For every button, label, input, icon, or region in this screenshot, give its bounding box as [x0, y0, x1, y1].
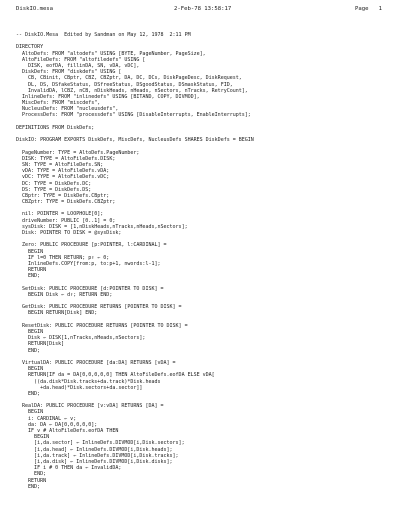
code-line: END;	[16, 483, 41, 490]
code-line: BEGIN Disk ← d↑; RETURN END;	[16, 291, 113, 298]
code-line: ProcessDefs: FROM "processdefs" USING [DisableInterrupts, EnableInterrupts];	[16, 112, 251, 119]
code-line: IF v # AltoFileDefs.eofDA THEN	[16, 428, 119, 434]
code-line: InlineDefs: FROM "inlinedefs" USING [BITAND, COPY, DIVMOD],	[16, 93, 200, 100]
code-line: -- DiskIO.Mesa Edited by Sandman on May 12, 1978 2:11 PM	[16, 32, 191, 38]
code-line: ResetDisk: PUBLIC PROCEDURE RETURNS [POINTER TO DISK] =	[16, 322, 188, 329]
code-line: [i,da.disk] ← InlineDefs.DIVMOD[i,Disk.disks];	[16, 458, 173, 465]
code-line: DISK, eofDA, fillinDA, SN, vDA, vDC],	[16, 62, 140, 69]
code-line: VirtualDA: PUBLIC PROCEDURE [da:DA] RETURNS [vDA] =	[16, 359, 176, 366]
code-line: PageNumber: TYPE = AltoDefs.PageNumber;	[16, 149, 140, 156]
code-line: DEFINITIONS FROM DiskDefs;	[16, 124, 95, 131]
code-line: vDC: TYPE = AltoFileDefs.vDC;	[16, 174, 110, 181]
code-line: CBptr: TYPE = DiskDefs.CBptr;	[16, 192, 110, 199]
code-line: SetDisk: PUBLIC PROCEDURE [d:POINTER TO DISK] =	[16, 285, 164, 292]
code-line: NucleusDefs: FROM "nucleusdefs",	[16, 106, 119, 113]
code-line: da: DA ← DA[0,0,0,0,0];	[16, 421, 98, 428]
code-line: Disk ← DISK[1,nTracks,nHeads,nSectors];	[16, 335, 146, 342]
code-line: i: CARDINAL ← v;	[16, 415, 77, 422]
code-line: InvalidDA, lCBZ, nCB, nDiskHeads, nHeads, nSectors, nTracks, RetryCount],	[16, 87, 248, 94]
code-line: DL, DS, DSfakeStatus, DSfreeStatus, DSgoodStatus, DSmaskStatus, FID,	[16, 81, 233, 88]
header-date: 2-Feb-78 13:58:17	[174, 6, 232, 12]
code-line: InlineDefs.COPY[from:p, to:p+1, nwords:l-1];	[16, 260, 161, 267]
code-line: driveNumber: PUBLIC [0..1] = 0;	[16, 217, 116, 224]
code-line: END;	[16, 390, 41, 397]
code-line: IF l=0 THEN RETURN; p↑ ← 0;	[16, 254, 110, 261]
code-line: RETURN[IF da = DA[0,0,0,0,0] THEN AltoFileDefs.eofDA ELSE vDA[	[16, 372, 215, 379]
code-line: vDA: TYPE = AltoFileDefs.vDA;	[16, 168, 110, 175]
code-line: BEGIN	[16, 248, 44, 255]
code-line: BEGIN	[16, 409, 44, 416]
code-line: [i,da.head] ← InlineDefs.DIVMOD[i,Disk.heads];	[16, 446, 173, 453]
code-line: RealDA: PUBLIC PROCEDURE [v:vDA] RETURNS [DA] =	[16, 403, 164, 410]
code-line: DiskDefs: FROM "diskdefs" USING [	[16, 69, 122, 76]
code-line: nil: POINTER = LOOPHOLE[0];	[16, 211, 104, 218]
code-line: DISK: TYPE = AltoFileDefs.DISK;	[16, 155, 116, 162]
header-filename: DiskIO.mesa	[16, 6, 54, 12]
code-line: [i,da.track] ← InlineDefs.DIVMOD[i,Disk.tracks];	[16, 452, 179, 459]
code-line: CB, CBinit, CBptr, CBZ, CBZptr, DA, DC, DCs, DiskPageDesc, DiskRequest,	[16, 75, 242, 82]
source-listing	[16, 32, 390, 490]
code-line: BEGIN	[16, 366, 44, 373]
code-line: DS: TYPE = DiskDefs.DS;	[16, 186, 92, 193]
code-line: sysDisk: DISK = [1,nDiskHeads,nTracks,nHeads,nSectors];	[16, 223, 188, 230]
page-header	[12, 6, 388, 16]
code-line: RETURN	[16, 477, 47, 484]
code-line: IF i # 0 THEN da ← InvalidDA;	[16, 465, 122, 472]
code-line: AltoDefs: FROM "altodefs" USING [BYTE, PageNumber, PageSize],	[16, 50, 206, 57]
code-line: BEGIN RETURN[Disk] END;	[16, 310, 98, 317]
code-line: ((da.disk*Disk.tracks+da.track)*Disk.heads	[16, 378, 161, 385]
code-line: Zero: PUBLIC PROCEDURE [p:POINTER, l:CARDINAL] =	[16, 242, 167, 249]
code-line: DC: TYPE = DiskDefs.DC;	[16, 180, 92, 187]
code-line: DIRECTORY	[16, 44, 44, 51]
code-line: BEGIN	[16, 329, 44, 335]
code-line: END;	[16, 471, 47, 478]
code-line: RETURN[Disk]	[16, 341, 65, 348]
code-line: GetDisk: PUBLIC PROCEDURE RETURNS [POINTER TO DISK] =	[16, 304, 182, 311]
code-line: END;	[16, 347, 41, 354]
code-line: SN: TYPE = AltoFileDefs.SN;	[16, 161, 104, 168]
code-line: +da.head)*Disk.sectors+da.sector]]	[16, 384, 143, 391]
code-line: END;	[16, 273, 41, 280]
code-line: MiscDefs: FROM "miscdefs",	[16, 100, 101, 107]
code-line: RETURN	[16, 267, 47, 274]
code-line: [i,da.sector] ← InlineDefs.DIVMOD[i,Disk.sectors];	[16, 440, 185, 447]
header-page-number: Page 1	[355, 6, 382, 12]
code-line: DiskIO: PROGRAM EXPORTS DiskDefs, MiscDefs, NucleusDefs SHARES DiskDefs = BEGIN	[16, 137, 254, 144]
code-line: AltoFileDefs: FROM "altofiledefs" USING [	[16, 56, 146, 63]
code-line: BEGIN	[16, 434, 50, 441]
code-line: CBZptr: TYPE = DiskDefs.CBZptr;	[16, 199, 116, 206]
code-line: Disk: POINTER TO DISK = @sysDisk;	[16, 230, 122, 236]
